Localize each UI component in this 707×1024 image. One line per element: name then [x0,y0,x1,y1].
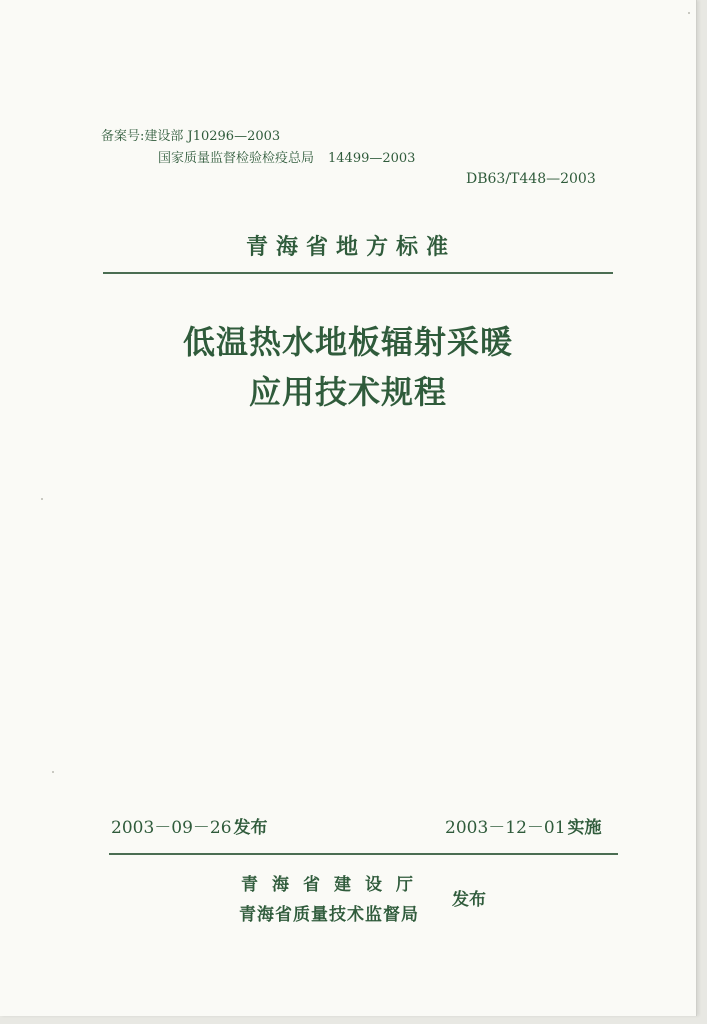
effective-date-value: 2003－12－01 [445,818,566,838]
publisher-construction-dept: 青海省建设厅 [241,875,427,895]
footer-divider [109,853,618,855]
issue-date-value: 2003－09－26 [111,818,232,838]
standard-code: DB63/T448—2003 [466,171,596,187]
effective-date [445,813,602,838]
publisher-block [239,870,499,930]
filing-record [101,126,415,170]
publish-label: 发布 [452,890,486,910]
filing-line-construction: 备案号:建设部 J10296—2003 [101,129,281,144]
issue-date [111,813,268,838]
standard-type-heading: 青海省地方标准 [245,235,456,260]
issue-date-label: 发布 [233,818,268,838]
scan-speck [52,771,54,773]
publisher-quality-bureau: 青海省质量技术监督局 [239,905,419,925]
filing-line-quality [101,148,415,170]
document-title-line-1: 低温热水地板辐射采暖 [182,323,513,361]
scan-speck [688,12,690,14]
filing-number: 14499—2003 [328,151,416,166]
scan-speck [41,498,43,500]
filing-authority: 国家质量监督检验检疫总局 [158,151,315,166]
effective-date-label: 实施 [567,818,602,838]
header-divider [103,272,613,274]
document-title-line-2: 应用技术规程 [248,373,447,411]
